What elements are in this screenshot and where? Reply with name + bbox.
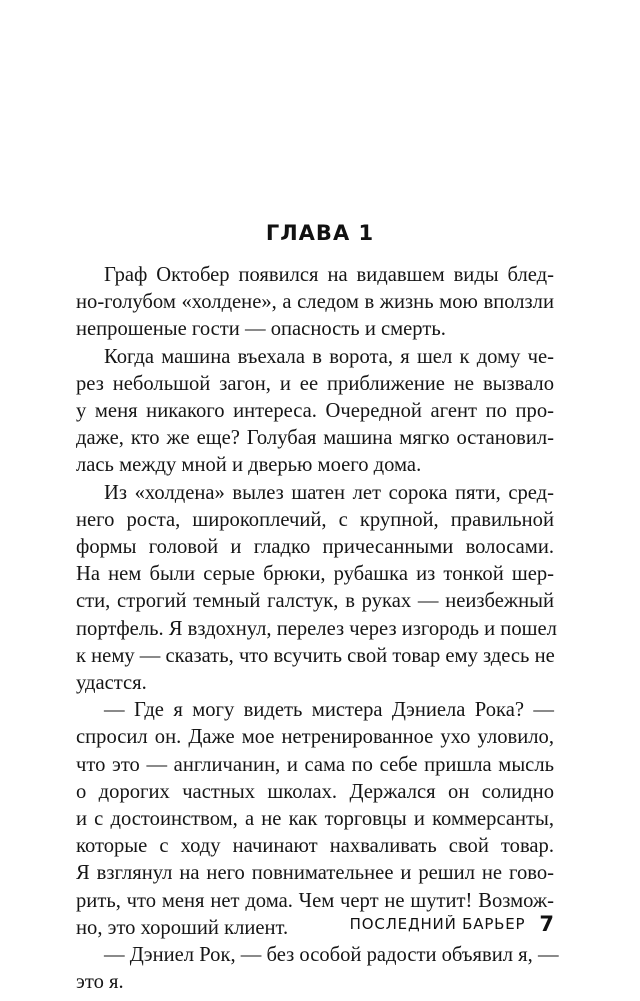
- text-line: которые с ходу начинают нахваливать свой товар.: [76, 835, 554, 858]
- text-line: даже, кто же еще? Голубая машина мягко остановил-: [76, 427, 554, 450]
- text-line: рить, что меня нет дома. Чем черт не шутит! Возмож-: [76, 889, 554, 912]
- text-line: Я взглянул на него повнимательнее и решил не гово-: [76, 862, 554, 885]
- text-line: но, это хороший клиент.: [76, 916, 289, 939]
- body-text: [76, 262, 559, 996]
- page-footer: [0, 912, 554, 936]
- text-line: Из «холдена» вылез шатен лет сорока пяти, сред-: [104, 481, 554, 504]
- text-line: к нему — сказать, что всучить свой товар ему здесь не: [76, 644, 555, 667]
- text-line: это я.: [76, 971, 124, 994]
- text-line: удастся.: [76, 672, 147, 695]
- text-line: что это — англичанин, и сама по себе пришла мысль: [76, 753, 554, 776]
- text-line: Граф Октобер появился на видавшем виды блед-: [104, 264, 554, 286]
- text-line: рез небольшой загон, и ее приближение не вызвало: [76, 372, 554, 395]
- text-line: На нем были серые брюки, рубашка из тонкой шер-: [76, 563, 554, 586]
- text-line: — Дэниел Рок, — без особой радости объявил я, —: [104, 944, 559, 967]
- text-line: портфель. Я вздохнул, перелез через изгородь и пошел: [76, 617, 557, 640]
- text-line: спросил он. Даже мое нетренированное ухо уловило,: [76, 726, 554, 749]
- chapter-title: ГЛАВА 1: [265, 221, 375, 245]
- text-line: — Где я могу видеть мистера Дэниела Рока? —: [104, 699, 554, 722]
- text-line: него роста, широкоплечий, с крупной, правильной: [76, 508, 554, 531]
- text-line: сти, строгий темный галстук, в руках — неизбежный: [76, 590, 554, 613]
- text-line: Когда машина въехала в ворота, я шел к дому че-: [104, 345, 554, 368]
- page-number: 7: [539, 912, 554, 936]
- running-title: ПОСЛЕДНИЙ БАРЬЕР: [349, 915, 526, 933]
- text-line: формы головой и гладко причесанными волосами.: [76, 536, 554, 559]
- text-line: лась между мной и дверью моего дома.: [76, 454, 422, 477]
- text-line: у меня никакого интереса. Очередной агент по про-: [76, 400, 554, 423]
- text-line: о дорогих частных школах. Держался он солидно: [76, 780, 554, 803]
- text-line: и с достоинством, а не как торговцы и коммерсанты,: [76, 808, 554, 831]
- text-line: непрошеные гости — опасность и смерть.: [76, 318, 446, 341]
- text-line: но-голубом «холдене», а следом в жизнь мою вползли: [76, 291, 554, 314]
